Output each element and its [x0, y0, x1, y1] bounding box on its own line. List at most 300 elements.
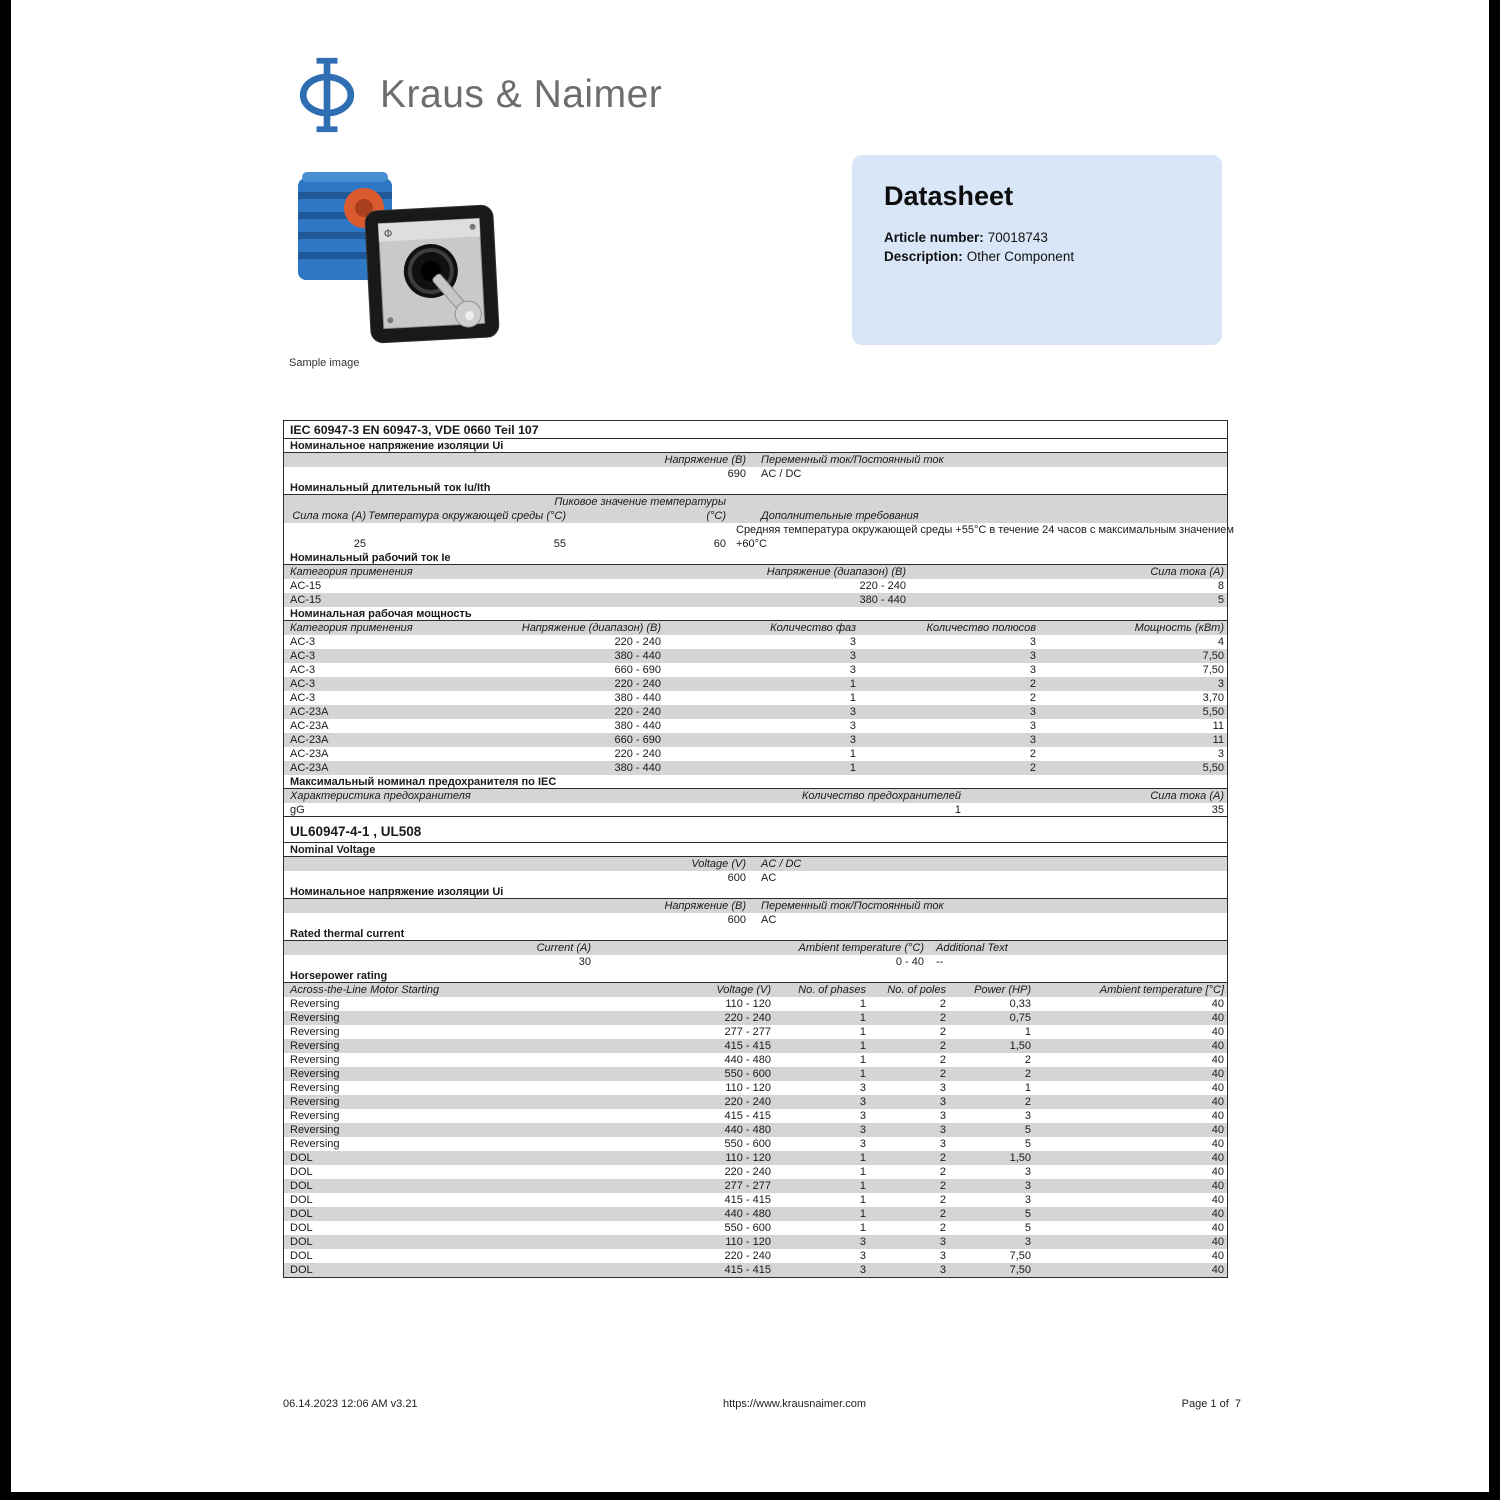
table-row: [284, 941, 1227, 955]
table-row: [284, 719, 1227, 733]
table-cell: 277 - 277: [724, 1180, 771, 1192]
table-cell: 5: [1024, 1222, 1031, 1234]
table-cell: 2: [1029, 762, 1036, 774]
table-cell: AC-15: [290, 594, 322, 606]
table-cell: 40: [1211, 1194, 1224, 1206]
datasheet-title: Datasheet: [884, 181, 1014, 211]
table-cell: gG: [290, 804, 305, 816]
table-cell: DOL: [290, 1180, 313, 1192]
table-cell: 1: [849, 762, 856, 774]
table-section-header: [284, 439, 1227, 453]
table-cell: 3: [939, 1096, 946, 1108]
table-cell: 4: [1217, 636, 1224, 648]
table-cell: 2: [939, 1054, 946, 1066]
table-cell: 220 - 240: [724, 1012, 771, 1024]
table-cell: 3: [1029, 706, 1036, 718]
table-cell: 1: [1024, 1082, 1031, 1094]
table-cell: Nominal Voltage: [290, 844, 376, 856]
description-line: [884, 249, 1190, 264]
table-cell: 600: [727, 872, 746, 884]
table-cell: 3: [859, 1264, 866, 1276]
table-cell: DOL: [290, 1166, 313, 1178]
table-row: [284, 1263, 1227, 1277]
table-cell: Voltage (V): [716, 984, 771, 996]
article-number-line: [884, 230, 1190, 245]
table-cell: 7,50: [1009, 1264, 1031, 1276]
table-cell: 220 - 240: [614, 748, 661, 760]
table-cell: 40: [1211, 1124, 1224, 1136]
table-cell: 11: [1212, 734, 1224, 746]
table-cell: AC-3: [290, 692, 316, 704]
table-title-row: [284, 421, 1227, 439]
table-cell: Максимальный номинал предохранителя по IEC: [290, 776, 557, 788]
table-cell: 2: [939, 1026, 946, 1038]
table-cell: Характеристика предохранителя: [290, 790, 471, 802]
table-cell: No. of poles: [887, 984, 946, 996]
table-cell: 2: [1029, 678, 1036, 690]
table-cell: 1: [859, 1152, 866, 1164]
table-cell: AC-3: [290, 664, 316, 676]
table-cell: UL60947-4-1 , UL508: [290, 824, 422, 839]
table-cell: Количество полюсов: [926, 622, 1036, 634]
table-cell: 1: [1024, 1026, 1031, 1038]
table-cell: 3: [939, 1250, 946, 1262]
table-row: [284, 1193, 1227, 1207]
table-cell: 40: [1211, 1250, 1224, 1262]
table-cell: 220 - 240: [859, 580, 906, 592]
table-cell: 3: [1024, 1180, 1031, 1192]
table-cell: 380 - 440: [614, 720, 661, 732]
table-cell: 3: [849, 650, 856, 662]
table-cell: 40: [1211, 1068, 1224, 1080]
table-cell: 40: [1211, 1082, 1224, 1094]
table-cell: 110 - 120: [725, 1236, 771, 1248]
table-row: [284, 1109, 1227, 1123]
table-cell: 3: [849, 734, 856, 746]
table-row: [284, 1025, 1227, 1039]
table-cell: 2: [939, 1012, 946, 1024]
table-cell: Напряжение (диапазон) (В): [521, 622, 661, 634]
table-cell: Rated thermal current: [290, 928, 405, 940]
table-cell: 40: [1211, 1012, 1224, 1024]
footer-page-number: Page 1 of 7: [1181, 1398, 1241, 1410]
table-cell: Reversing: [290, 1124, 340, 1136]
table-cell: Категория применения: [290, 622, 413, 634]
table-cell: AC-23A: [290, 762, 329, 774]
table-cell: DOL: [290, 1208, 313, 1220]
table-cell: 2: [939, 1222, 946, 1234]
table-cell: 2: [1024, 1054, 1031, 1066]
table-row: [284, 1123, 1227, 1137]
table-cell: 1: [954, 804, 961, 816]
table-cell: No. of phases: [798, 984, 866, 996]
table-cell: 277 - 277: [724, 1026, 771, 1038]
table-cell: 2: [939, 998, 946, 1010]
table-cell: 3: [939, 1138, 946, 1150]
table-cell: Переменный ток/Постоянный ток: [761, 454, 944, 466]
table-cell: 40: [1211, 998, 1224, 1010]
table-cell: Категория применения: [290, 566, 413, 578]
table-cell: Напряжение (В): [664, 454, 746, 466]
table-row: [284, 1235, 1227, 1249]
table-cell: Номинальное напряжение изоляции Ui: [290, 886, 504, 898]
table-cell: 380 - 440: [614, 692, 661, 704]
table-row: [284, 955, 1227, 969]
table-cell: 3: [859, 1096, 866, 1108]
table-cell: 40: [1211, 1264, 1224, 1276]
table-row: [284, 1039, 1227, 1053]
table-cell: Reversing: [290, 1012, 340, 1024]
table-row: [284, 635, 1227, 649]
table-cell: Voltage (V): [691, 858, 746, 870]
table-row: [284, 1249, 1227, 1263]
table-row: [284, 565, 1227, 579]
table-row: [284, 663, 1227, 677]
table-row: [284, 803, 1227, 817]
table-row: [284, 677, 1227, 691]
table-cell: 40: [1211, 1138, 1224, 1150]
table-row: [284, 467, 1227, 481]
table-cell: 3: [1024, 1166, 1031, 1178]
table-cell: 3: [1029, 664, 1036, 676]
table-cell: 415 - 415: [724, 1110, 771, 1122]
table-cell: 40: [1211, 1054, 1224, 1066]
table-cell: 1: [859, 1054, 866, 1066]
table-cell: 600: [727, 914, 746, 926]
table-title-row: [284, 817, 1227, 843]
table-cell: 3: [1029, 636, 1036, 648]
table-cell: Номинальный рабочий ток Ie: [290, 552, 451, 564]
table-cell: 3: [1217, 678, 1224, 690]
article-number-value: 70018743: [987, 230, 1048, 245]
table-cell: 110 - 120: [725, 1082, 771, 1094]
table-cell: 3: [859, 1124, 866, 1136]
table-row: [284, 983, 1227, 997]
table-cell: 5,50: [1202, 762, 1224, 774]
svg-text:Φ: Φ: [383, 227, 393, 241]
table-cell: 1: [849, 748, 856, 760]
table-cell: 3: [849, 636, 856, 648]
table-cell: 3: [859, 1138, 866, 1150]
table-cell: 3: [849, 706, 856, 718]
table-cell: 40: [1211, 1236, 1224, 1248]
table-cell: 1: [859, 1012, 866, 1024]
table-row: [284, 857, 1227, 871]
table-row: [284, 761, 1227, 775]
table-row: [284, 1053, 1227, 1067]
table-cell: AC-23A: [290, 748, 329, 760]
table-cell: 3: [1029, 734, 1036, 746]
table-cell: 3: [859, 1250, 866, 1262]
table-cell: 3: [1217, 748, 1224, 760]
table-cell: Ambient temperature [°C]: [1099, 984, 1224, 996]
table-cell: 3: [1029, 650, 1036, 662]
table-cell: 1: [859, 1194, 866, 1206]
table-cell: 1,50: [1009, 1040, 1031, 1052]
table-cell: 415 - 415: [724, 1194, 771, 1206]
table-cell: Мощность (кВт): [1134, 622, 1224, 634]
table-cell: AC / DC: [761, 858, 802, 870]
table-cell: Horsepower rating: [290, 970, 388, 982]
table-cell: Power (HP): [974, 984, 1031, 996]
table-cell: 220 - 240: [614, 678, 661, 690]
table-cell: 35: [1211, 804, 1224, 816]
table-row: [284, 871, 1227, 885]
table-cell: 220 - 240: [724, 1096, 771, 1108]
table-row: [284, 1095, 1227, 1109]
table-cell: +60°C: [736, 538, 768, 550]
table-cell: Средняя температура окружающей среды +55°C в течение 24 часов с максимальным значением: [736, 524, 1234, 536]
table-cell: Количество фаз: [770, 622, 856, 634]
table-cell: 40: [1211, 1222, 1224, 1234]
table-cell: 380 - 440: [614, 762, 661, 774]
spec-table: [283, 420, 1234, 1278]
table-cell: 2: [939, 1152, 946, 1164]
table-cell: 3: [859, 1082, 866, 1094]
table-cell: AC-3: [290, 636, 316, 648]
table-section-header: [284, 885, 1227, 899]
table-cell: 550 - 600: [724, 1068, 771, 1080]
table-cell: 3: [859, 1110, 866, 1122]
table-cell: AC-3: [290, 678, 316, 690]
table-row: [284, 593, 1227, 607]
table-cell: 1,50: [1009, 1152, 1031, 1164]
page-left-edge: [0, 0, 11, 1500]
table-cell: Температура окружающей среды (°C): [368, 510, 566, 522]
table-row: [284, 453, 1227, 467]
article-number-label: Article number:: [884, 230, 984, 245]
table-cell: 3: [1024, 1110, 1031, 1122]
table-cell: 220 - 240: [614, 636, 661, 648]
table-cell: 380 - 440: [614, 650, 661, 662]
table-cell: Переменный ток/Постоянный ток: [761, 900, 944, 912]
table-cell: Reversing: [290, 1068, 340, 1080]
brand-header: [288, 55, 662, 135]
page-right-edge: [1489, 0, 1500, 1500]
table-cell: 415 - 415: [724, 1040, 771, 1052]
table-section-header: [284, 927, 1227, 941]
table-cell: Номинальное напряжение изоляции Ui: [290, 440, 504, 452]
table-cell: 690: [727, 468, 746, 480]
table-cell: Ambient temperature (°C): [798, 942, 924, 954]
table-row: [284, 997, 1227, 1011]
description-label: Description:: [884, 249, 963, 264]
table-cell: Reversing: [290, 1138, 340, 1150]
table-cell: 2: [939, 1180, 946, 1192]
table-cell: 2: [939, 1040, 946, 1052]
table-cell: (°C): [706, 510, 726, 522]
table-cell: 1: [859, 1026, 866, 1038]
table-cell: 380 - 440: [859, 594, 906, 606]
table-cell: 3: [1024, 1194, 1031, 1206]
table-cell: 1: [859, 1222, 866, 1234]
table-cell: 30: [578, 956, 591, 968]
table-cell: --: [936, 956, 944, 968]
table-cell: 220 - 240: [724, 1166, 771, 1178]
table-cell: DOL: [290, 1264, 313, 1276]
table-cell: 3: [859, 1236, 866, 1248]
table-row: [284, 1221, 1227, 1235]
table-cell: 3: [1029, 720, 1036, 732]
phi-logo-icon: [288, 55, 366, 135]
table-cell: 5,50: [1202, 706, 1224, 718]
table-cell: Across-the-Line Motor Starting: [290, 984, 440, 996]
table-cell: Сила тока (А): [292, 510, 366, 522]
table-row: [284, 523, 1234, 551]
table-row: [284, 1081, 1227, 1095]
table-row: [284, 579, 1227, 593]
table-row: [284, 899, 1227, 913]
table-cell: DOL: [290, 1236, 313, 1248]
table-cell: 8: [1217, 580, 1224, 592]
table-cell: 2: [939, 1208, 946, 1220]
table-cell: 40: [1211, 1110, 1224, 1122]
brand-name: Kraus & Naimer: [380, 73, 663, 116]
table-cell: 3: [939, 1124, 946, 1136]
table-row: [284, 789, 1227, 803]
table-cell: 1: [859, 998, 866, 1010]
table-cell: AC-23A: [290, 706, 329, 718]
table-cell: 25: [353, 538, 366, 550]
table-cell: 440 - 480: [724, 1208, 771, 1220]
product-figure: [284, 158, 506, 369]
table-section-header: [284, 481, 1227, 495]
cam-switch-product-image: [284, 158, 506, 350]
table-cell: 5: [1024, 1208, 1031, 1220]
table-cell: DOL: [290, 1194, 313, 1206]
table-cell: 1: [849, 692, 856, 704]
table-cell: AC-23A: [290, 720, 329, 732]
footer-url[interactable]: https://www.krausnaimer.com: [723, 1398, 867, 1410]
table-cell: 7,50: [1202, 664, 1224, 676]
table-cell: 2: [1029, 748, 1036, 760]
table-cell: 3: [849, 720, 856, 732]
table-section-header: [284, 775, 1227, 789]
table-cell: AC-3: [290, 650, 316, 662]
table-cell: Сила тока (А): [1150, 566, 1224, 578]
table-cell: 40: [1211, 1040, 1224, 1052]
table-cell: 220 - 240: [724, 1250, 771, 1262]
table-cell: 7,50: [1009, 1250, 1031, 1262]
table-row: [284, 621, 1227, 635]
table-row: [284, 1137, 1227, 1151]
table-cell: 40: [1211, 1166, 1224, 1178]
table-cell: 40: [1211, 1180, 1224, 1192]
table-row: [284, 1179, 1227, 1193]
table-cell: 1: [859, 1180, 866, 1192]
table-cell: 2: [1024, 1096, 1031, 1108]
table-cell: 2: [939, 1166, 946, 1178]
table-cell: Пиковое значение температуры: [554, 496, 726, 508]
table-cell: DOL: [290, 1222, 313, 1234]
table-cell: 55: [553, 538, 566, 550]
description-value: Other Component: [966, 249, 1075, 264]
table-section-header: [284, 607, 1227, 621]
table-cell: 11: [1212, 720, 1224, 732]
table-row: [284, 913, 1227, 927]
table-row: [284, 1165, 1227, 1179]
table-cell: 550 - 600: [724, 1222, 771, 1234]
table-cell: 2: [939, 1194, 946, 1206]
datasheet-summary-box: [852, 155, 1222, 345]
table-cell: 220 - 240: [614, 706, 661, 718]
sample-image-caption: Sample image: [289, 357, 360, 369]
table-cell: Количество предохранителей: [801, 790, 961, 802]
table-cell: 60: [713, 538, 726, 550]
table-cell: Reversing: [290, 1110, 340, 1122]
table-cell: Дополнительные требования: [761, 510, 919, 522]
table-cell: 3: [939, 1264, 946, 1276]
table-cell: Сила тока (А): [1150, 790, 1224, 802]
table-section-header: [284, 843, 1227, 857]
table-cell: 660 - 690: [614, 734, 661, 746]
table-cell: 40: [1211, 1026, 1224, 1038]
table-cell: 3: [849, 664, 856, 676]
table-cell: 3: [939, 1110, 946, 1122]
table-cell: 5: [1024, 1124, 1031, 1136]
table-cell: AC: [761, 914, 777, 926]
table-cell: 110 - 120: [725, 998, 771, 1010]
table-row: [284, 705, 1227, 719]
table-cell: 7,50: [1202, 650, 1224, 662]
table-cell: 2: [1029, 692, 1036, 704]
table-cell: 3: [1024, 1236, 1031, 1248]
table-cell: AC / DC: [761, 468, 802, 480]
table-cell: 1: [859, 1208, 866, 1220]
table-cell: AC-15: [290, 580, 322, 592]
table-row: [284, 495, 1227, 523]
table-section-header: [284, 969, 1227, 983]
table-cell: 3,70: [1202, 692, 1224, 704]
table-cell: 415 - 415: [724, 1264, 771, 1276]
table-cell: 3: [939, 1082, 946, 1094]
table-cell: 440 - 480: [724, 1054, 771, 1066]
table-cell: Current (A): [536, 942, 591, 954]
page-bottom-edge: [0, 1492, 1500, 1500]
table-cell: Номинальная рабочая мощность: [290, 608, 472, 620]
table-cell: 1: [859, 1166, 866, 1178]
table-row: [284, 747, 1227, 761]
table-cell: 1: [849, 678, 856, 690]
table-row: [284, 1151, 1227, 1165]
table-cell: 440 - 480: [724, 1124, 771, 1136]
table-cell: 660 - 690: [614, 664, 661, 676]
table-cell: Reversing: [290, 998, 340, 1010]
table-cell: 40: [1211, 1208, 1224, 1220]
table-cell: Напряжение (диапазон) (В): [766, 566, 906, 578]
table-row: [284, 1067, 1227, 1081]
table-cell: DOL: [290, 1152, 313, 1164]
table-cell: AC: [761, 872, 777, 884]
footer-date-version: 06.14.2023 12:06 AM v3.21: [283, 1398, 418, 1410]
table-cell: 0,75: [1009, 1012, 1031, 1024]
table-cell: 2: [1024, 1068, 1031, 1080]
table-cell: DOL: [290, 1250, 313, 1262]
table-cell: 5: [1024, 1138, 1031, 1150]
table-cell: Номинальный длительный ток Iu/Ith: [290, 482, 491, 494]
table-cell: IEC 60947-3 EN 60947-3, VDE 0660 Teil 107: [290, 423, 539, 437]
table-cell: 3: [939, 1236, 946, 1248]
table-row: [284, 733, 1227, 747]
table-cell: 5: [1217, 594, 1224, 606]
table-cell: Additional Text: [936, 942, 1008, 954]
table-cell: 40: [1211, 1096, 1224, 1108]
table-cell: 0 - 40: [895, 956, 924, 968]
table-cell: 1: [859, 1068, 866, 1080]
table-cell: Reversing: [290, 1026, 340, 1038]
table-cell: 1: [859, 1040, 866, 1052]
table-cell: 40: [1211, 1152, 1224, 1164]
